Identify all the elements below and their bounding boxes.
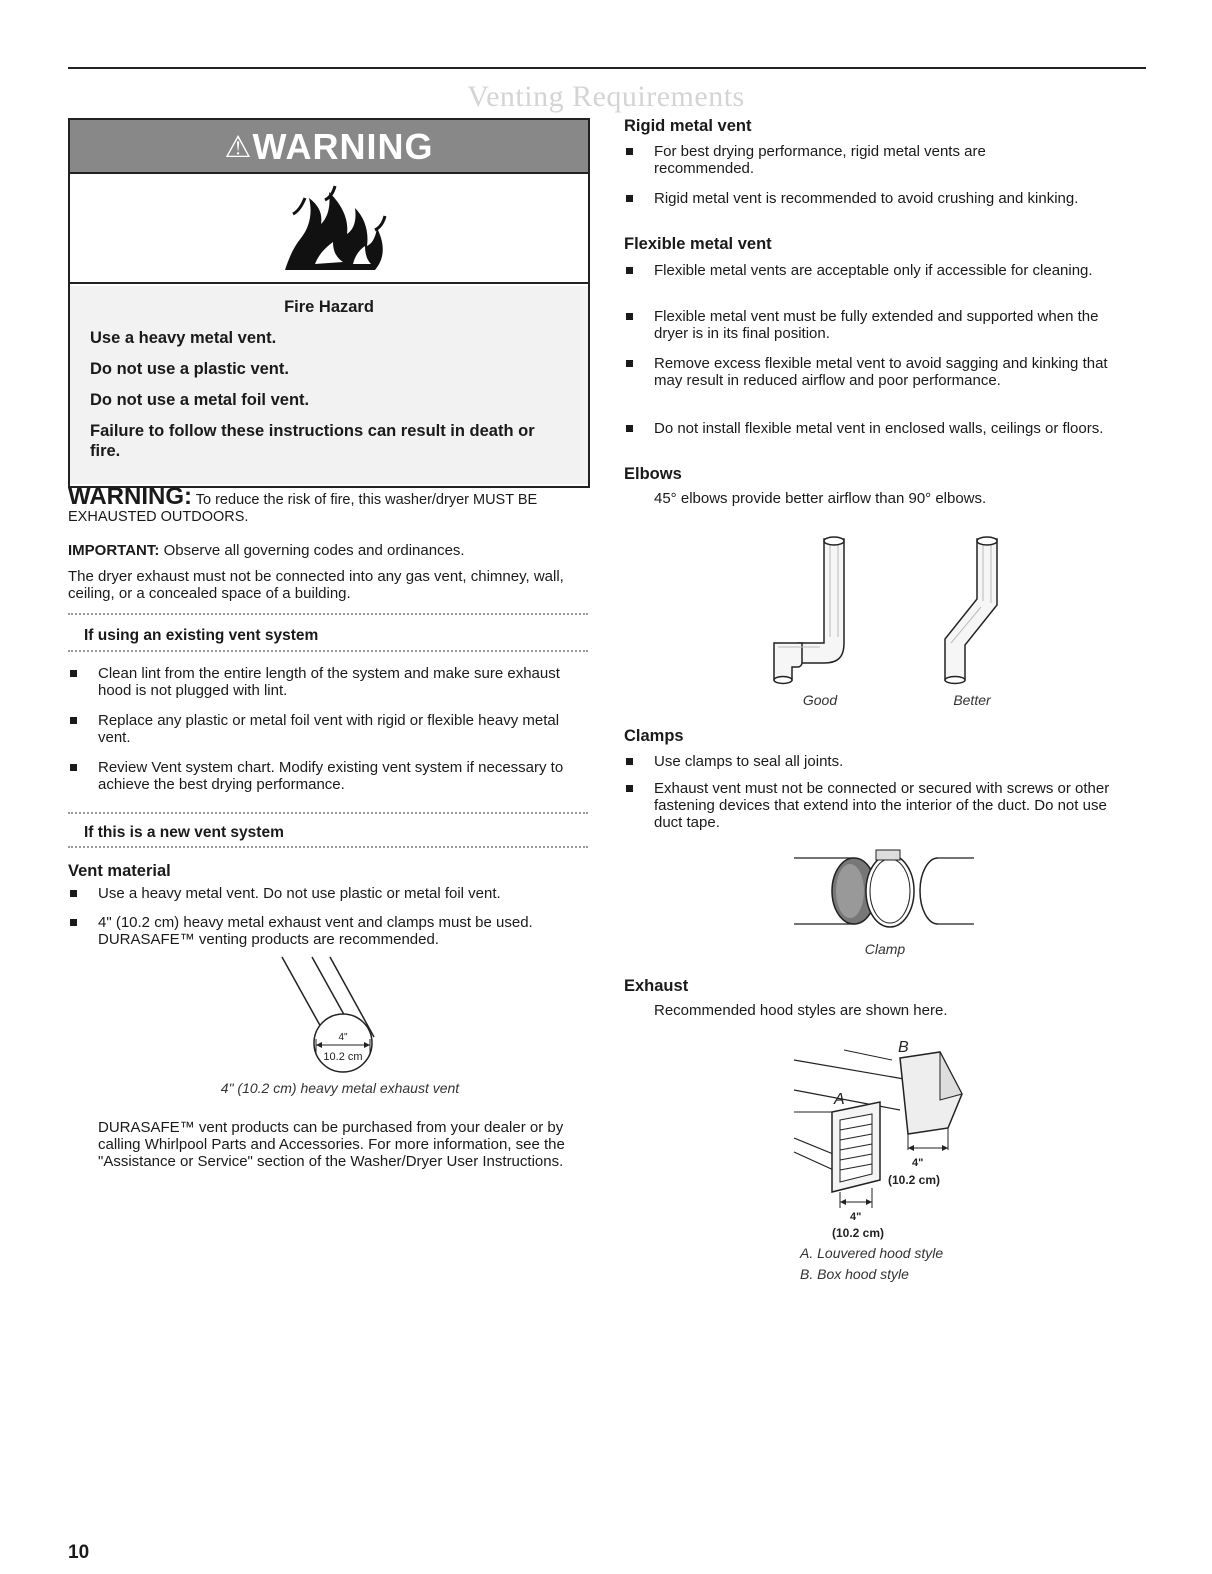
list-item: Review Vent system chart. Modify existing vent system if necessary to achieve the best drying performance. bbox=[98, 759, 568, 793]
hood-label-a: A bbox=[834, 1091, 845, 1108]
warning-statement bbox=[68, 483, 588, 526]
list-item: Remove excess flexible metal vent to avoid sagging and kinking that may result in reduced airflow and poor performance. bbox=[654, 355, 1114, 389]
elbow-45-figure bbox=[915, 535, 1015, 685]
exhaust-paragraph: The dryer exhaust must not be connected into any gas vent, chimney, wall, ceiling, or a concealed space of a building. bbox=[68, 568, 564, 602]
fire-icon-area bbox=[70, 174, 588, 284]
vent-figure-caption: 4" (10.2 cm) heavy metal exhaust vent bbox=[220, 1080, 460, 1096]
clamps-heading: Clamps bbox=[624, 727, 684, 745]
flexible-vent-heading: Flexible metal vent bbox=[624, 235, 772, 253]
list-item: Rigid metal vent is recommended to avoid crushing and kinking. bbox=[654, 190, 1104, 207]
important-label: IMPORTANT: bbox=[68, 542, 160, 559]
warning-label: WARNING: bbox=[68, 483, 192, 510]
list-item: Clean lint from the entire length of the system and make sure exhaust hood is not plugged with lint. bbox=[98, 665, 583, 699]
list-item: 4" (10.2 cm) heavy metal exhaust vent and clamps must be used. DURASAFE™ venting products are recommended. bbox=[98, 914, 578, 948]
warning-header bbox=[70, 120, 588, 174]
list-item: Replace any plastic or metal foil vent with rigid or flexible heavy metal vent. bbox=[98, 712, 568, 746]
vent-material-heading: Vent material bbox=[68, 862, 171, 880]
clamp-caption: Clamp bbox=[864, 941, 906, 957]
warning-triangle-icon: ⚠ bbox=[224, 131, 253, 164]
elbows-text: 45° elbows provide better airflow than 90° elbows. bbox=[654, 490, 987, 507]
rigid-vent-heading: Rigid metal vent bbox=[624, 117, 752, 135]
list-item: Use clamps to seal all joints. bbox=[654, 753, 1124, 770]
elbows-heading: Elbows bbox=[624, 465, 682, 483]
list-item: Exhaust vent must not be connected or secured with screws or other fastening devices that extend into the interior of the duct. Do not use duct tape. bbox=[654, 780, 1139, 831]
hood-caption-b: B. Box hood style bbox=[800, 1266, 909, 1282]
durasafe-paragraph: DURASAFE™ vent products can be purchased from your dealer or by calling Whirlpool Parts and Accessories. For more information, see the "Assistance or Service" section of the Washer/Dryer User Instructions. bbox=[98, 1119, 565, 1170]
divider bbox=[68, 846, 588, 848]
elbow-good-label: Good bbox=[802, 692, 838, 708]
important-text: Observe all governing codes and ordinances. bbox=[163, 542, 465, 559]
hood-caption-a: A. Louvered hood style bbox=[800, 1245, 944, 1261]
list-item: Flexible metal vents are acceptable only if accessible for cleaning. bbox=[654, 262, 1114, 279]
new-vent-heading: If this is a new vent system bbox=[84, 824, 284, 841]
divider bbox=[68, 650, 588, 652]
warning-line: Failure to follow these instructions can result in death or fire. bbox=[90, 422, 535, 460]
hood-dim-inches-b: 4" bbox=[912, 1157, 924, 1169]
hood-label-b: B bbox=[898, 1039, 909, 1056]
page-number: 10 bbox=[68, 1542, 90, 1563]
section-title: Venting Requirements bbox=[467, 80, 745, 113]
important-note bbox=[68, 542, 588, 559]
existing-vent-heading: If using an existing vent system bbox=[84, 627, 319, 644]
list-item: Do not install flexible metal vent in enclosed walls, ceilings or floors. bbox=[654, 420, 1144, 437]
hazard-title: Fire Hazard bbox=[284, 298, 374, 316]
warning-line: Use a heavy metal vent. bbox=[90, 329, 277, 347]
vent-dim-cm: 10.2 cm bbox=[323, 1051, 363, 1063]
hood-dim-inches-a: 4" bbox=[850, 1211, 862, 1223]
fire-icon bbox=[275, 178, 395, 278]
exhaust-text: Recommended hood styles are shown here. bbox=[654, 1002, 948, 1019]
list-item: Use a heavy metal vent. Do not use plastic or metal foil vent. bbox=[98, 885, 588, 902]
list-item: For best drying performance, rigid metal vents are recommended. bbox=[654, 143, 1074, 177]
warning-text-area bbox=[70, 286, 588, 484]
hood-styles-figure bbox=[780, 1030, 980, 1240]
divider bbox=[68, 613, 588, 615]
warning-header-text: WARNING bbox=[252, 126, 434, 167]
list-item: Flexible metal vent must be fully extended and supported when the dryer is in its final position. bbox=[654, 308, 1124, 342]
warning-box bbox=[68, 118, 590, 488]
hood-dim-cm-a: (10.2 cm) bbox=[832, 1226, 885, 1240]
exhaust-heading: Exhaust bbox=[624, 977, 689, 995]
vent-dim-inches: 4" bbox=[338, 1032, 348, 1043]
elbow-90-figure bbox=[760, 535, 860, 685]
elbow-better-label: Better bbox=[953, 692, 991, 708]
vent-pipe-figure bbox=[270, 955, 390, 1070]
clamp-figure bbox=[790, 848, 980, 938]
hood-dim-cm-b: (10.2 cm) bbox=[888, 1173, 941, 1187]
warning-line: Do not use a plastic vent. bbox=[90, 360, 289, 378]
warning-text: To reduce the risk of fire, this washer/dryer MUST BE EXHAUSTED OUTDOORS. bbox=[68, 492, 538, 525]
warning-line: Do not use a metal foil vent. bbox=[90, 391, 310, 409]
top-rule bbox=[68, 67, 1146, 69]
divider bbox=[68, 812, 588, 814]
